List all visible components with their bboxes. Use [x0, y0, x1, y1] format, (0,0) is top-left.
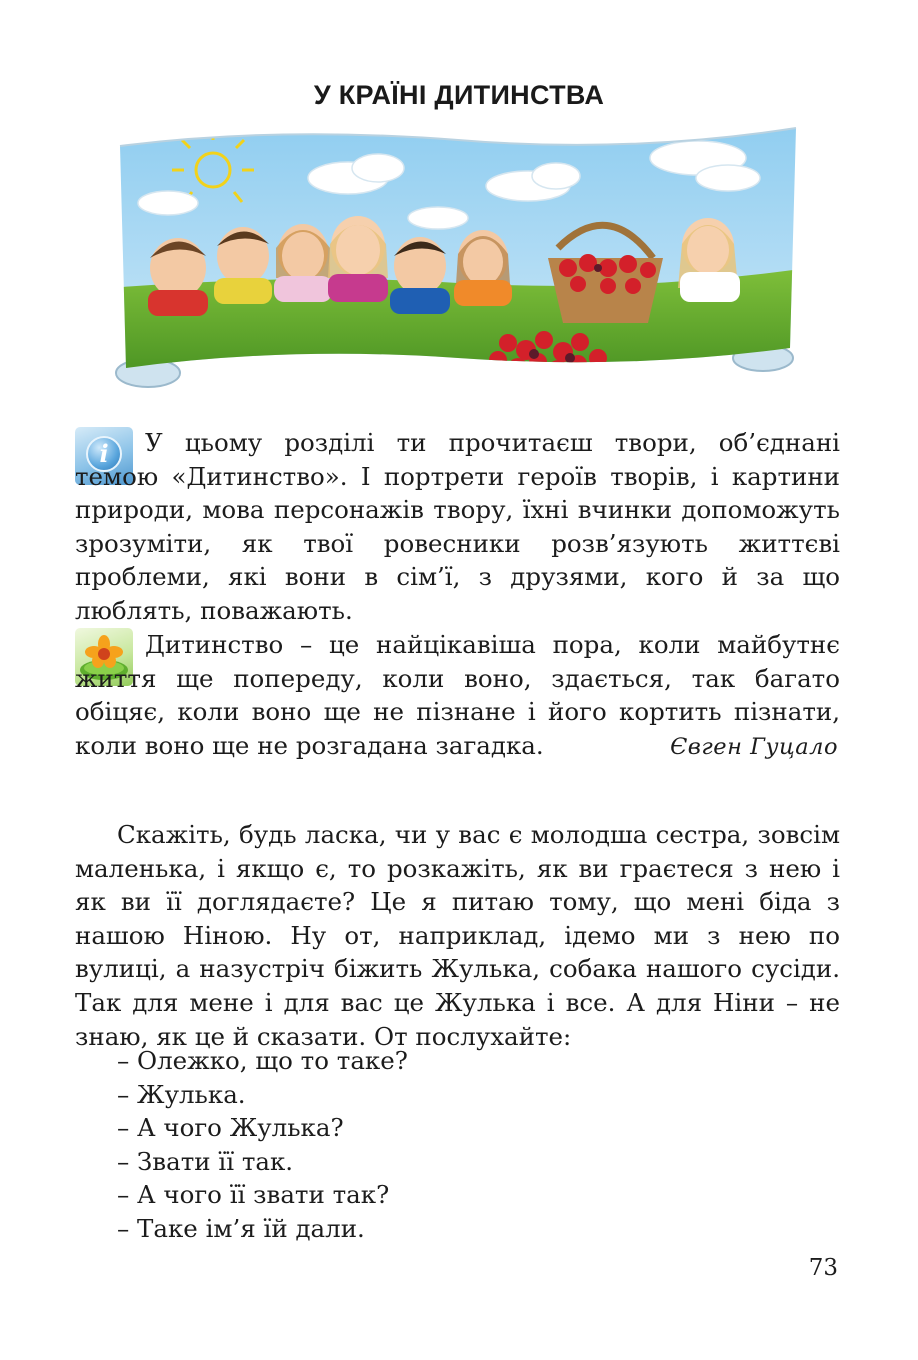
- page-number: 73: [808, 1255, 838, 1281]
- info-icon: i: [75, 427, 133, 485]
- dialogue-line: – А чого її звати так?: [117, 1180, 390, 1210]
- quote-text: Дитинство – це найцікавіша пора, коли майбутнє життя ще попереду, коли воно, здається, так багато обіцяє, коли воно ще не пізнане і його кортить пізнати, коли воно ще не розгадана загадка.: [75, 630, 840, 760]
- chapter-title: У КРАЇНІ ДИТИНСТВА: [313, 80, 605, 110]
- dialogue-line: – А чого Жулька?: [117, 1113, 344, 1143]
- dialogue-line: – Таке ім’я їй дали.: [117, 1213, 365, 1243]
- story-paragraph: [75, 818, 840, 1053]
- intro-paragraph: [75, 426, 840, 628]
- quote-author: Євген Гуцало: [670, 734, 838, 760]
- chapter-banner-illustration: [108, 118, 808, 400]
- dialogue-line: – Жулька.: [117, 1079, 246, 1109]
- dialogue-line: – Звати її так.: [117, 1146, 294, 1176]
- dialogue-block: [75, 1044, 840, 1246]
- intro-text: У цьому розділі ти прочитаєш твори, об’єднані темою «Дитинство». І портрети героїв творів, і картини природи, мова персонажів твору, їхні вчинки допоможуть зрозуміти, як твої ровесники розв’язують життєві проблеми, які вони в сім’ї, з друзями, кого й за що люблять, поважають.: [75, 428, 840, 625]
- dialogue-line: – Олежко, що то таке?: [117, 1046, 408, 1075]
- story-text: Скажіть, будь ласка, чи у вас є молодша сестра, зовсім маленька, і якщо є, то розкажіть, як ви граєтеся з нею і як ви її доглядаєте? Це я питаю тому, що мені біда з нашою Ніною. Ну от, наприклад, ідемо ми з нею по вулиці, а назустріч біжить Жулька, собака нашого сусіди. Так для мене і для вас це Жулька і все. А для Ніни – не знаю, як це й сказати. От послухайте:: [75, 820, 840, 1051]
